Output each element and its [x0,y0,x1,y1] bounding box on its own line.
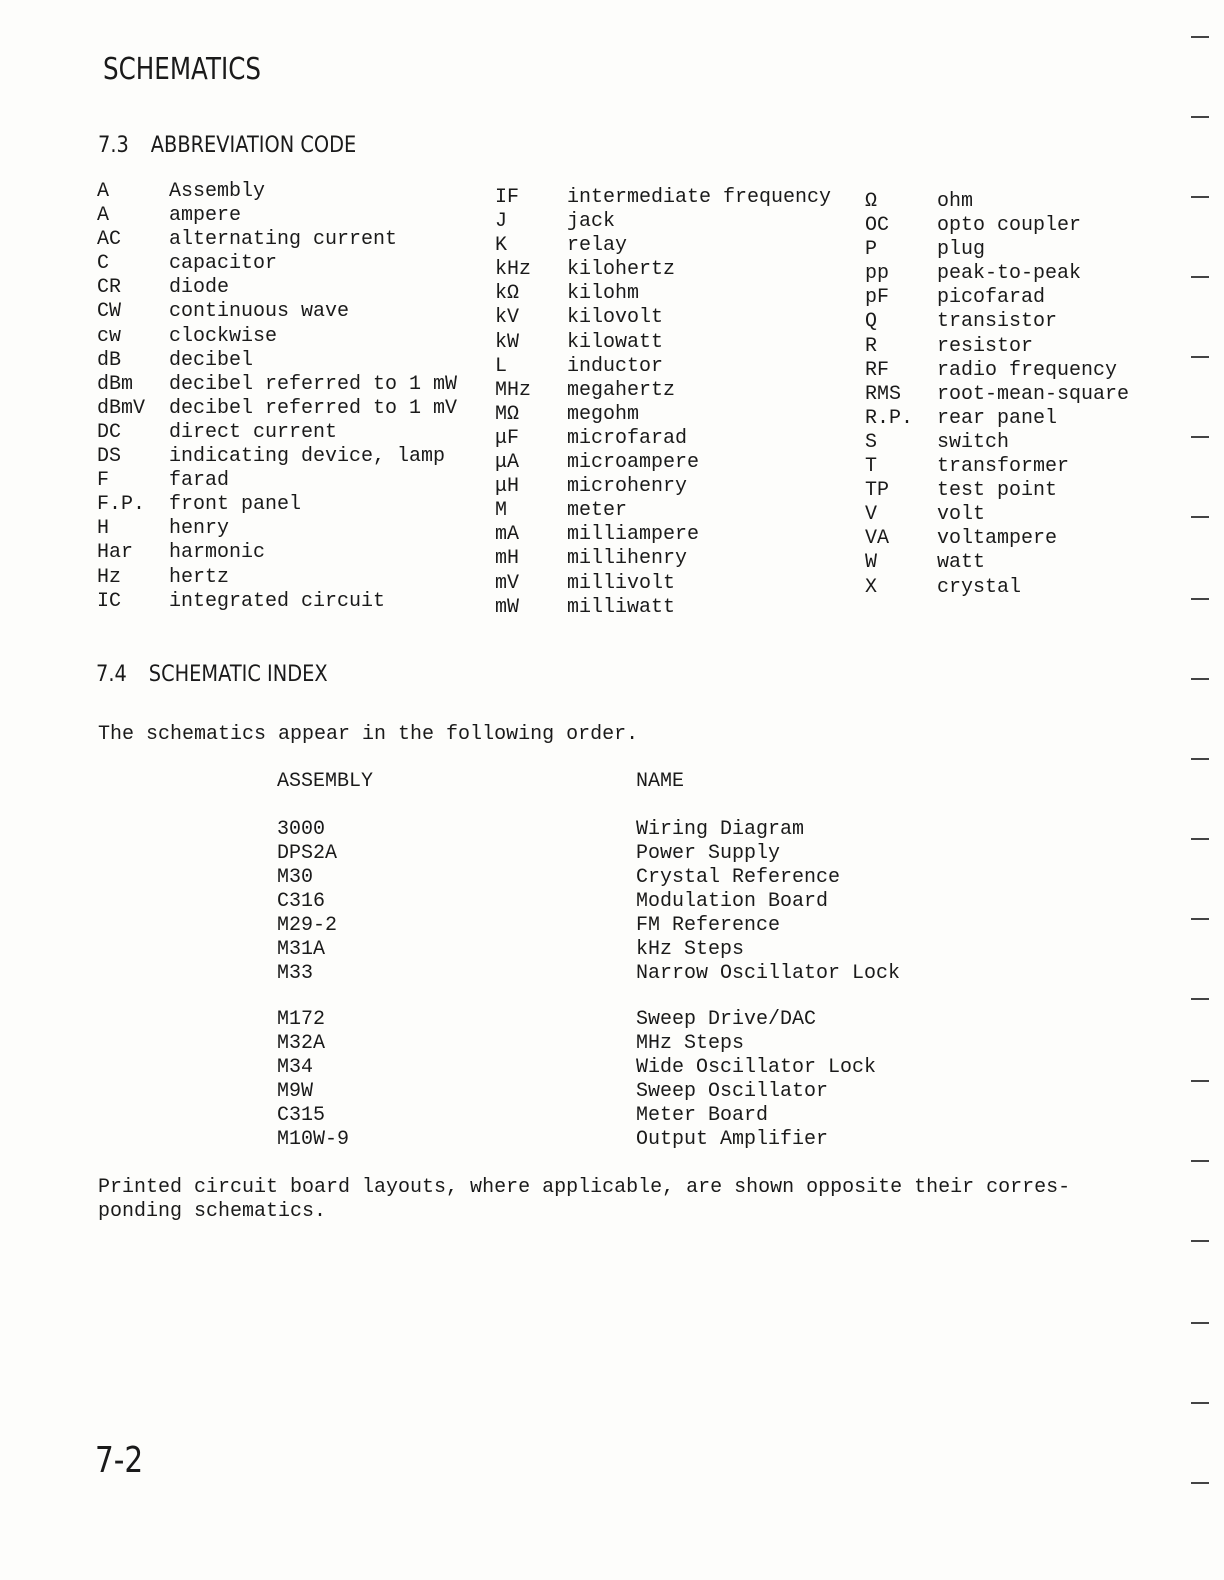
assembly-code: M34 [277,1056,314,1079]
abbreviation-row [495,402,640,427]
abbreviation-definition: decibel referred to 1 mW [169,372,458,396]
abbreviation-definition: crystal [937,575,1022,599]
abbreviation-code: F [97,469,110,493]
abbreviation-definition: ohm [937,190,974,213]
abbreviation-definition: front panel [169,493,302,517]
assembly-name: Sweep Oscillator [636,1080,829,1103]
assembly-name: MHz Steps [636,1032,745,1055]
abbreviation-row [97,324,278,349]
edge-mark [1191,196,1209,198]
abbreviation-code: V [865,503,878,527]
abbreviation-row [865,238,986,262]
abbreviation-row [97,372,458,397]
abbreviation-definition: relay [567,234,628,258]
abbreviation-row [865,286,1046,310]
edge-mark [1191,758,1209,760]
abbreviation-row [97,276,230,300]
abbreviation-definition: kilowatt [567,330,664,354]
assembly-name: Output Amplifier [636,1128,829,1151]
abbreviation-code: K [495,234,508,258]
index-intro: The schematics appear in the following order. [98,723,639,746]
abbreviation-row [865,358,1118,383]
abbreviation-code: dB [97,348,122,372]
abbreviation-code: P [865,238,878,262]
abbreviation-row [495,451,700,475]
abbreviation-row [97,396,458,421]
abbreviation-definition: harmonic [169,541,266,565]
edge-mark [1191,1322,1209,1324]
abbreviation-definition: rear panel [937,406,1058,430]
abbreviation-code: μF [495,426,520,450]
abbreviation-row [97,565,230,590]
abbreviation-code: M [495,499,508,523]
abbreviation-definition: inductor [567,354,664,378]
edge-mark [1191,1240,1209,1242]
abbreviation-code: OC [865,214,890,238]
abbreviation-row [495,210,616,234]
abbreviation-row [97,348,254,373]
edge-mark [1191,1402,1209,1404]
abbreviation-code: mV [495,571,520,595]
abbreviation-definition: transistor [937,310,1058,334]
abbreviation-row [865,406,1058,431]
abbreviation-definition: millivolt [567,571,676,595]
abbreviation-row [97,204,242,228]
edge-mark [1191,276,1209,278]
abbreviation-code: kHz [495,258,532,282]
abbreviation-row [495,571,676,596]
abbreviation-code: RMS [865,382,902,406]
abbreviation-row [865,262,1082,286]
abbreviation-definition: microhenry [567,475,688,499]
abbreviation-row [97,589,386,614]
abbreviation-code: pp [865,262,890,286]
abbreviation-code: mA [495,523,520,547]
abbreviation-row [495,306,664,330]
abbreviation-definition: root-mean-square [937,382,1130,406]
abbreviation-code: IF [495,186,520,209]
abbreviation-definition: milliampere [567,523,700,547]
assembly-name: kHz Steps [636,938,745,961]
assembly-name: Power Supply [636,842,781,865]
abbreviation-definition: farad [169,469,230,493]
abbreviation-row [865,214,1082,238]
edge-mark [1191,1482,1209,1484]
abbreviation-definition: megohm [567,402,640,426]
abbreviation-row [495,378,676,403]
footer-note-line-1: Printed circuit board layouts, where applicable, are shown opposite their corres- [98,1176,1071,1199]
assembly-code: M172 [277,1008,326,1031]
abbreviation-code: mW [495,595,520,619]
assembly-code: M30 [277,866,314,889]
assembly-code: M10W-9 [277,1128,350,1151]
abbreviation-code: kV [495,306,520,330]
abbreviation-row [865,334,1034,359]
abbreviation-row [865,479,1058,503]
abbreviation-code: dBm [97,372,134,396]
abbreviation-code: VA [865,527,890,551]
abbreviation-code: X [865,575,878,599]
abbreviation-code: mH [495,547,520,571]
abbreviation-definition: intermediate frequency [567,186,832,209]
assembly-code: DPS2A [277,842,338,865]
abbreviation-section-title: ABBREVIATION CODE [150,133,357,158]
abbreviation-row [495,595,676,620]
assembly-code: C315 [277,1104,326,1127]
abbreviation-code: DC [97,420,122,444]
abbreviation-row [865,527,1058,551]
abbreviation-definition: watt [937,551,986,575]
abbreviation-row [97,180,266,204]
abbreviation-code: μA [495,451,520,475]
index-section-title: SCHEMATIC INDEX [148,662,328,687]
abbreviation-row [865,190,974,214]
abbreviation-code: R [865,334,878,358]
abbreviation-code: Har [97,541,134,565]
abbreviation-row [495,282,640,306]
abbreviation-row [97,300,350,324]
abbreviation-definition: meter [567,499,628,523]
abbreviation-definition: capacitor [169,252,278,276]
abbreviation-definition: ampere [169,204,242,228]
abbreviation-row [495,523,700,547]
abbreviation-definition: microampere [567,451,700,475]
abbreviation-definition: indicating device, lamp [169,445,446,469]
abbreviation-row [865,551,986,575]
abbreviation-code: J [495,210,508,234]
abbreviation-definition: diode [169,276,230,300]
abbreviation-code: dBmV [97,396,146,420]
abbreviation-row [97,469,230,493]
abbreviation-definition: voltampere [937,527,1058,551]
abbreviation-definition: kilovolt [567,306,664,330]
abbreviation-code: RF [865,358,890,382]
abbreviation-code: pF [865,286,890,310]
edge-mark [1191,356,1209,358]
abbreviation-row [865,575,1022,600]
assembly-name: Wiring Diagram [636,818,805,841]
abbreviation-definition: plug [937,238,986,262]
abbreviation-code: μH [495,475,520,499]
index-section-number: 7.4 [96,662,127,687]
abbreviation-code: MΩ [495,402,520,426]
assembly-name: Sweep Drive/DAC [636,1008,817,1031]
abbreviation-definition: decibel [169,348,254,372]
abbreviation-column-2 [495,186,832,620]
assembly-name: Wide Oscillator Lock [636,1056,877,1079]
abbreviation-code: cw [97,324,122,348]
abbreviation-code: T [865,455,878,479]
abbreviation-column-3 [865,190,1130,600]
abbreviation-heading [98,133,356,158]
abbreviation-row [495,234,628,258]
assembly-code: M9W [277,1080,314,1103]
abbreviation-definition: peak-to-peak [937,262,1082,286]
abbreviation-row [495,258,676,282]
assembly-code: M31A [277,938,326,961]
abbreviation-code: Q [865,310,878,334]
abbreviation-row [97,420,338,445]
section-title: SCHEMATICS [103,52,262,87]
abbreviation-row [97,228,398,252]
abbreviation-definition: radio frequency [937,358,1118,382]
abbreviation-row [495,547,688,571]
name-column-header: NAME [636,770,685,793]
edge-mark [1191,516,1209,518]
abbreviation-definition: hertz [169,565,230,589]
edge-mark [1191,436,1209,438]
abbreviation-row [865,455,1070,479]
abbreviation-row [865,382,1130,407]
abbreviation-code: L [495,354,508,378]
abbreviation-definition: transformer [937,455,1070,479]
abbreviation-code: kΩ [495,282,520,306]
edge-mark [1191,998,1209,1000]
abbreviation-definition: switch [937,430,1010,454]
abbreviation-definition: megahertz [567,378,676,402]
abbreviation-code: R.P. [865,406,914,430]
abbreviation-code: TP [865,479,890,503]
abbreviation-code: F.P. [97,493,146,517]
abbreviation-row [495,186,832,210]
assembly-name: Narrow Oscillator Lock [636,962,901,985]
abbreviation-definition: millihenry [567,547,688,571]
abbreviation-row [495,354,664,379]
abbreviation-definition: kilohertz [567,258,676,282]
abbreviation-code: CR [97,276,122,300]
abbreviation-definition: integrated circuit [169,589,386,613]
assembly-code: M32A [277,1032,326,1055]
assembly-code: M33 [277,962,314,985]
assembly-name: Meter Board [636,1104,769,1127]
abbreviation-definition: microfarad [567,426,688,450]
assembly-name: Crystal Reference [636,866,841,889]
abbreviation-code: AC [97,228,122,252]
abbreviation-row [495,475,688,499]
abbreviation-definition: continuous wave [169,300,350,324]
abbreviation-row [97,252,278,276]
abbreviation-definition: test point [937,479,1058,503]
abbreviation-definition: picofarad [937,286,1046,310]
abbreviation-row [97,517,230,541]
page-number: 7-2 [95,1440,144,1481]
abbreviation-code: A [97,204,110,228]
abbreviation-row [495,330,664,355]
abbreviation-row [495,499,628,523]
index-heading [96,662,328,687]
abbreviation-definition: Assembly [169,180,266,203]
assembly-code: C316 [277,890,326,913]
assembly-code: M29-2 [277,914,338,937]
edge-mark [1191,838,1209,840]
assembly-name: Modulation Board [636,890,829,913]
abbreviation-column-1 [97,180,458,614]
abbreviation-row [495,426,688,451]
edge-mark [1191,1080,1209,1082]
abbreviation-definition: decibel referred to 1 mV [169,396,458,420]
edge-mark [1191,598,1209,600]
abbreviation-row [97,493,302,517]
assembly-column-header: ASSEMBLY [277,770,374,793]
abbreviation-definition: alternating current [169,228,398,252]
abbreviation-code: Ω [865,190,878,213]
abbreviation-code: S [865,430,878,454]
abbreviation-code: DS [97,445,122,469]
assembly-code: 3000 [277,818,326,841]
abbreviation-definition: clockwise [169,324,278,348]
abbreviation-code: kW [495,330,520,354]
abbreviation-row [865,430,1010,455]
abbreviation-definition: milliwatt [567,595,676,619]
abbreviation-code: W [865,551,878,575]
abbreviation-row [97,541,266,565]
abbreviation-code: MHz [495,378,532,402]
abbreviation-definition: opto coupler [937,214,1082,238]
abbreviation-definition: direct current [169,420,338,444]
abbreviation-definition: jack [567,210,616,234]
abbreviation-code: Hz [97,565,122,589]
footer-note-line-2: ponding schematics. [98,1200,327,1223]
abbreviation-code: H [97,517,110,541]
abbreviation-code: CW [97,300,122,324]
abbreviation-code: A [97,180,110,203]
abbreviation-definition: kilohm [567,282,640,306]
abbreviation-code: C [97,252,110,276]
edge-mark [1191,918,1209,920]
abbreviation-row [865,503,986,527]
abbreviation-row [865,310,1058,334]
assembly-name: FM Reference [636,914,781,937]
edge-mark [1191,1160,1209,1162]
abbreviation-section-number: 7.3 [98,133,129,158]
edge-mark [1191,678,1209,680]
abbreviation-row [97,445,446,469]
abbreviation-code: IC [97,589,122,613]
edge-mark [1191,36,1209,38]
abbreviation-definition: resistor [937,334,1034,358]
abbreviation-definition: volt [937,503,986,527]
edge-mark [1191,116,1209,118]
abbreviation-definition: henry [169,517,230,541]
